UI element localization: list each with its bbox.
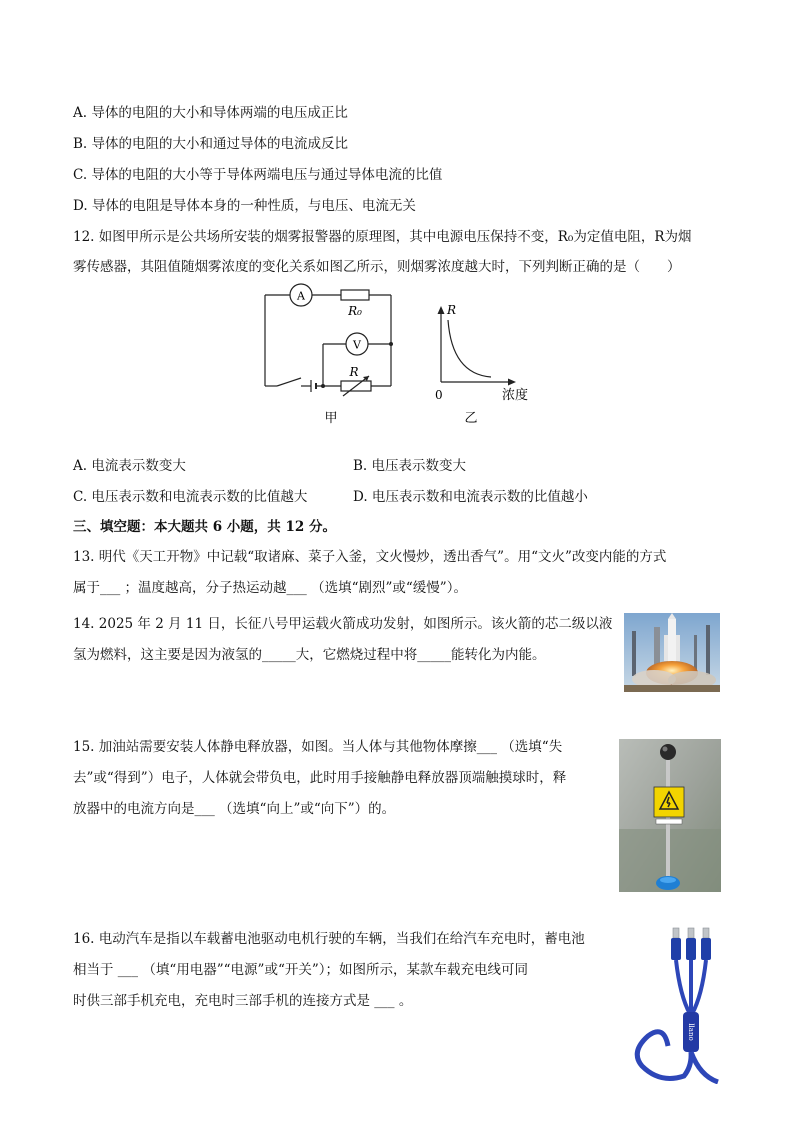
q16-line3: 时供三部手机充电，充电时三部手机的连接方式是 ___ 。 (73, 993, 413, 1009)
q15-line2: 去”或“得到”）电子，人体就会带负电，此时用手接触静电释放器顶端触摸球时，释 (73, 770, 567, 786)
q15-line3: 放器中的电流方向是___ （选填“向上”或“向下”）的。 (73, 801, 396, 817)
rocket-launch-image (624, 613, 720, 692)
q13-line1: 13. 明代《天工开物》中记载“取诸麻、菜子入釜，文火慢炒，透出香气”。用“文火”改变内能的方式 (73, 549, 667, 565)
q12-stem-line1: 12. 如图甲所示是公共场所安装的烟雾报警器的原理图，其中电源电压保持不变，R₀为定值电阻，R为烟 (73, 229, 692, 245)
figure-caption-yi: 乙 (464, 411, 478, 426)
q14-line2: 氢为燃料，这主要是因为液氢的_____大，它燃烧过程中将_____能转化为内能。 (73, 647, 546, 663)
graph-origin: 0 (435, 388, 443, 402)
circuit-diagram (255, 282, 405, 427)
charging-cable-image (620, 926, 722, 1084)
resistance-concentration-graph (425, 298, 540, 428)
q15-line1: 15. 加油站需要安装人体静电释放器，如图。当人体与其他物体摩擦___ （选填“失 (73, 739, 563, 755)
voltmeter-label: V (353, 338, 361, 352)
section-heading: 三、填空题：本大题共 6 小题，共 12 分。 (73, 519, 336, 535)
q14-line1: 14. 2025 年 2 月 11 日，长征八号甲运载火箭成功发射，如图所示。该火箭的芯二级以液 (73, 616, 613, 632)
q11-option-a: A. 导体的电阻的大小和导体两端的电压成正比 (73, 105, 348, 121)
q12-stem-line2: 雾传感器，其阻值随烟雾浓度的变化关系如图乙所示，则烟雾浓度越大时，下列判断正确的是（ ） (73, 259, 681, 275)
graph-y-label: R (447, 303, 457, 317)
q12-option-c: C. 电压表示数和电流表示数的比值越大 (73, 489, 308, 505)
q11-option-d: D. 导体的电阻是导体本身的一种性质，与电压、电流无关 (73, 198, 416, 214)
q12-option-a: A. 电流表示数变大 (73, 458, 186, 474)
q12-option-d: D. 电压表示数和电流表示数的比值越小 (353, 489, 588, 505)
q13-line2: 属于___ ；温度越高，分子热运动越___ （选填“剧烈”或“缓慢”）。 (73, 580, 467, 596)
graph-x-label: 浓度 (502, 388, 529, 403)
r-label: R (349, 365, 359, 379)
static-discharger-image (619, 739, 721, 892)
q11-option-c: C. 导体的电阻的大小等于导体两端电压与通过导体电流的比值 (73, 167, 443, 183)
q16-line1: 16. 电动汽车是指以车载蓄电池驱动电机行驶的车辆，当我们在给汽车充电时，蓄电池 (73, 931, 585, 947)
r0-label: R₀ (348, 304, 362, 318)
ammeter-label: A (297, 289, 305, 303)
figure-caption-jia: 甲 (324, 411, 338, 426)
cable-brand-label: llano (687, 1023, 695, 1041)
q16-line2: 相当于 ___ （填“用电器”“电源”或“开关”）；如图所示，某款车载充电线可同 (73, 962, 528, 978)
q11-option-b: B. 导体的电阻的大小和通过导体的电流成反比 (73, 136, 349, 152)
q12-option-b: B. 电压表示数变大 (353, 458, 467, 474)
